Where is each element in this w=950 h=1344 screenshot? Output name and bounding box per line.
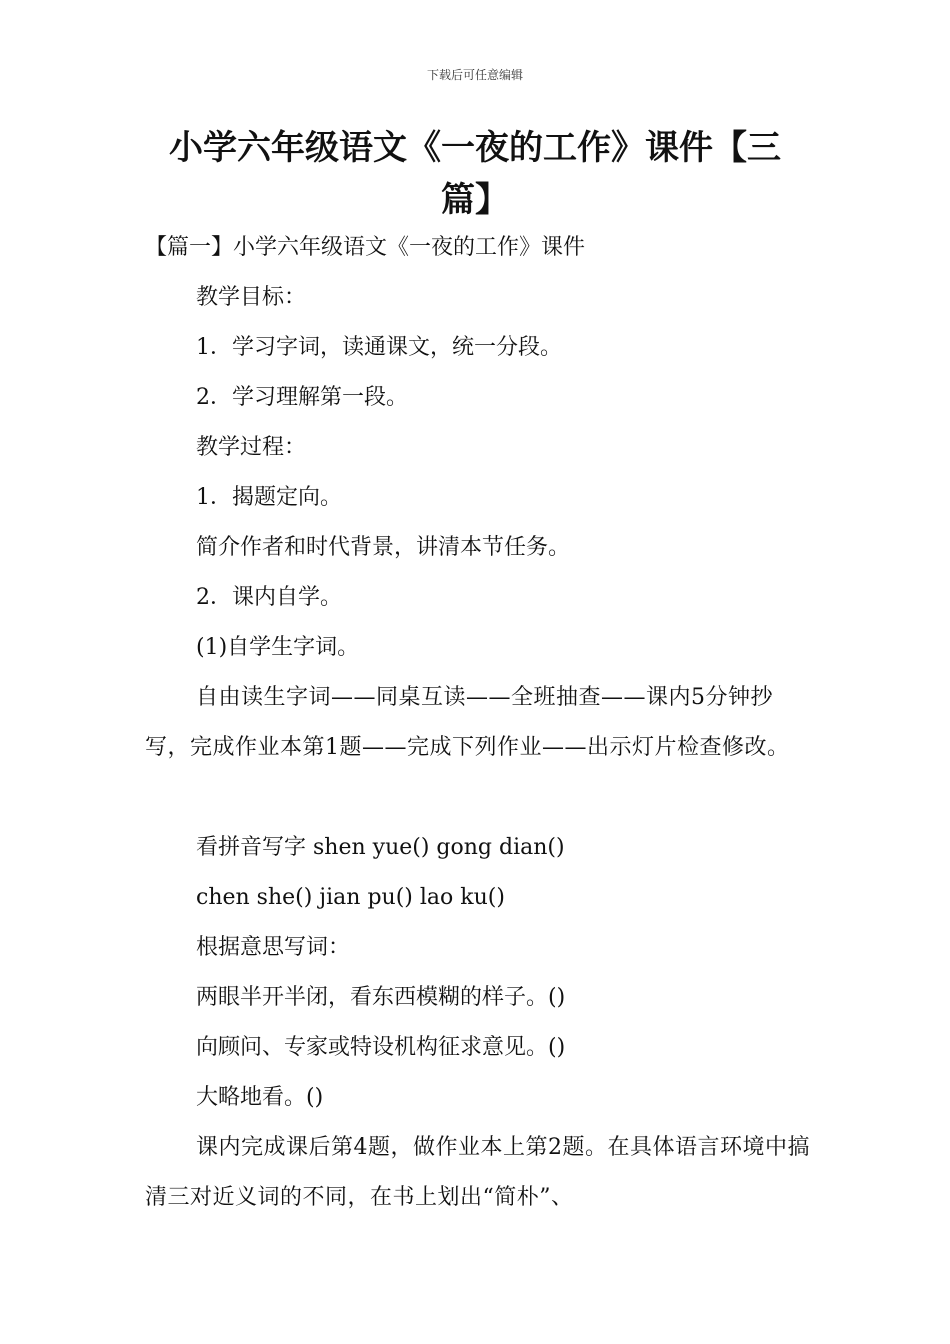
paragraph-objective-1: 1．学习字词，读通课文，统一分段。 [196,335,562,360]
paragraph-pinyin-1: 看拼音写字 shen yue() gong dian() [196,835,565,860]
paragraph-pinyin-2: chen she() jian pu() lao ku() [196,885,505,910]
paragraph-meaning-1: 两眼半开半闭，看东西模糊的样子。() [196,985,566,1010]
paragraph-substep-1: (1)自学生字词。 [196,635,360,660]
paragraph-intro: 简介作者和时代背景，讲清本节任务。 [196,535,571,560]
paragraph-objectives-heading: 教学目标： [196,285,307,310]
paragraph-objective-2: 2．学习理解第一段。 [196,385,408,410]
header-note: 下载后可任意编辑 [426,68,523,82]
paragraph-reading-process: 自由读生字词——同桌互读——全班抽查——课内5分钟抄写，完成作业本第1题——完成下列作业——出示灯片检查修改。 [145,685,790,760]
paragraph-step-1: 1．揭题定向。 [196,485,342,510]
paragraph-meaning-heading: 根据意思写词： [196,935,351,960]
paragraph-process-heading: 教学过程： [196,435,307,460]
paragraph-classwork: 课内完成课后第4题，做作业本上第2题。在具体语言环境中搞清三对近义词的不同，在书上划出“简朴”、 [145,1135,810,1210]
paragraph-meaning-3: 大略地看。() [196,1085,324,1110]
paragraph-step-2: 2．课内自学。 [196,585,342,610]
paragraph-meaning-2: 向顾问、专家或特设机构征求意见。() [196,1035,566,1060]
section-heading: 【篇一】小学六年级语文《一夜的工作》课件 [145,235,586,260]
document-title: 小学六年级语文《一夜的工作》课件【三篇】 [169,128,781,220]
